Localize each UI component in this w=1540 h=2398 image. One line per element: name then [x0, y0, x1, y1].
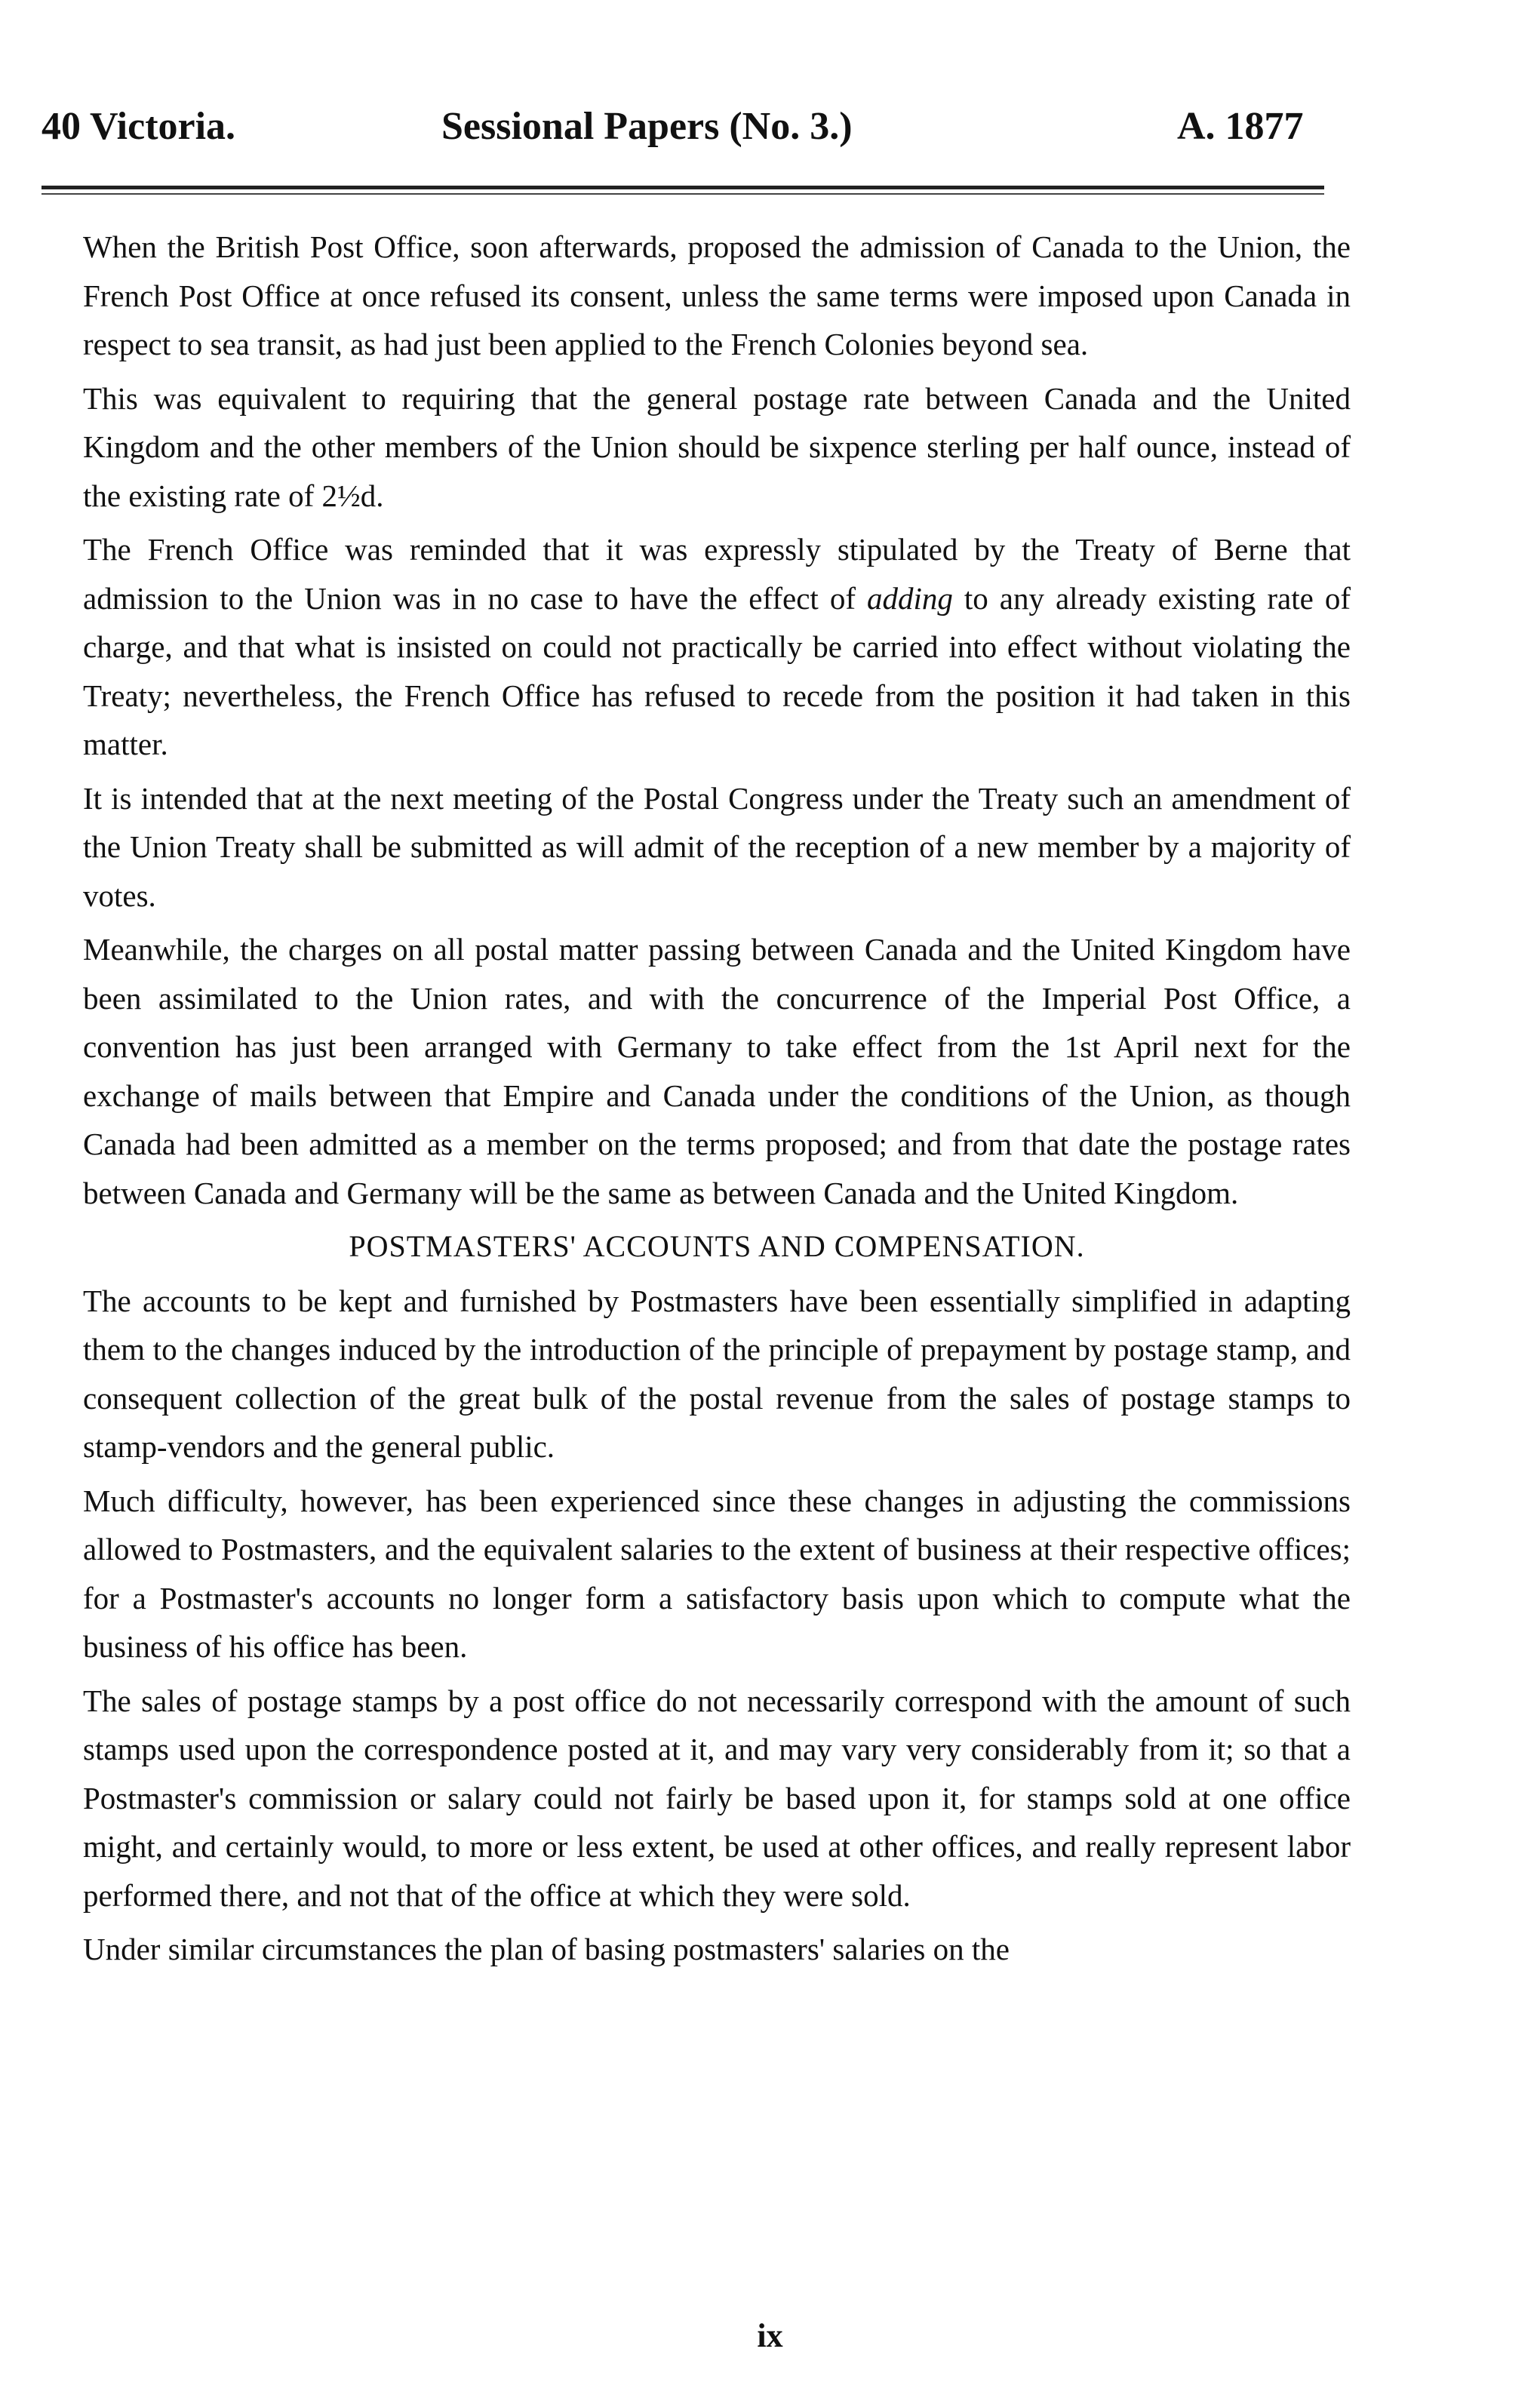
paragraph-3: [83, 525, 1351, 769]
paragraph-1-text: When the British Post Office, soon afterwards, proposed the admission of Canada to the Union, the French Post Office at once refused its consent, unless the same terms were imposed upon Canada in respect to sea transit, as had just been applied to the French Colonies beyond sea.: [83, 229, 1351, 361]
paragraph-5-text: Meanwhile, the charges on all postal matter passing between Canada and the United Kingdom have been assimilated to the Union rates, and with the concurrence of the Imperial Post Office, a convention has just been arranged with Germany to take effect from the 1st April next for the exchange of mails between that Empire and Canada under the conditions of the Union, as though Canada had been admitted as a member on the terms proposed; and from that date the postage rates between Canada and Germany will be the same as between Canada and the United Kingdom.: [83, 932, 1351, 1210]
header-rule-thin: [41, 193, 1324, 195]
paragraph-5: [83, 925, 1351, 1217]
header-year: A. 1877: [1177, 105, 1304, 148]
paragraph-9-text: Under similar circumstances the plan of basing postmasters' salaries on the: [83, 1932, 1010, 1966]
paragraph-6-text: The accounts to be kept and furnished by Postmasters have been essentially simplified in adapting them to the changes induced by the introduction of the principle of prepayment by postage stamp, and consequent collection of the great bulk of the postal revenue from the sales of postage stamps to stamp-vendors and the general public.: [83, 1283, 1351, 1464]
paragraph-3-text-b: to any already existing rate of charge, and that what is insisted on could not practically be carried into effect without violating the Treaty; nevertheless, the French Office has refused to recede from the position it had taken in this matter.: [83, 580, 1351, 761]
header-rule-thick: [41, 186, 1324, 189]
paragraph-1: [83, 223, 1351, 369]
paragraph-2-text: This was equivalent to requiring that the general postage rate between Canada and the United Kingdom and the other members of the Union should be sixpence sterling per half ounce, instead of the existing rate of 2½d.: [83, 380, 1351, 513]
paragraph-9: [83, 1925, 1351, 1974]
paragraph-4-text: It is intended that at the next meeting of the Postal Congress under the Treaty such an amendment of the Union Treaty shall be submitted as will admit of the reception of a new member by a majority of votes.: [83, 780, 1351, 913]
paragraph-6: [83, 1277, 1351, 1471]
header-title: Sessional Papers (No. 3.): [441, 105, 853, 148]
paragraph-2: [83, 374, 1351, 521]
header-session: 40 Victoria.: [41, 105, 236, 148]
paragraph-4: [83, 774, 1351, 921]
page-number: ix: [757, 2317, 783, 2354]
body-text: [83, 223, 1351, 1979]
paragraph-3-text-a: The French Office was reminded that it was expressly stipulated by the Treaty of Berne that admission to the Union was in no case to have the effect of: [83, 532, 1351, 616]
page-header: [41, 104, 1324, 164]
paragraph-7-text: Much difficulty, however, has been experienced since these changes in adjusting the commissions allowed to Postmasters, and the equivalent salaries to the extent of business at their respective offices; for a Postmaster's accounts no longer form a satisfactory basis upon which to compute what the business of his office has been.: [83, 1483, 1351, 1664]
paragraph-3-italic: adding: [866, 580, 953, 616]
paragraph-8-text: The sales of postage stamps by a post office do not necessarily correspond with the amount of such stamps used upon the correspondence posted at it, and may vary very considerably from it; so that a Postmaster's commission or salary could not fairly be based upon it, for stamps sold at one office might, and certainly would, to more or less extent, be used at other offices, and really represent labor performed there, and not that of the office at which they were sold.: [83, 1683, 1351, 1913]
paragraph-8: [83, 1677, 1351, 1920]
section-heading: POSTMASTERS' ACCOUNTS AND COMPENSATION.: [349, 1229, 1085, 1263]
paragraph-7: [83, 1477, 1351, 1671]
